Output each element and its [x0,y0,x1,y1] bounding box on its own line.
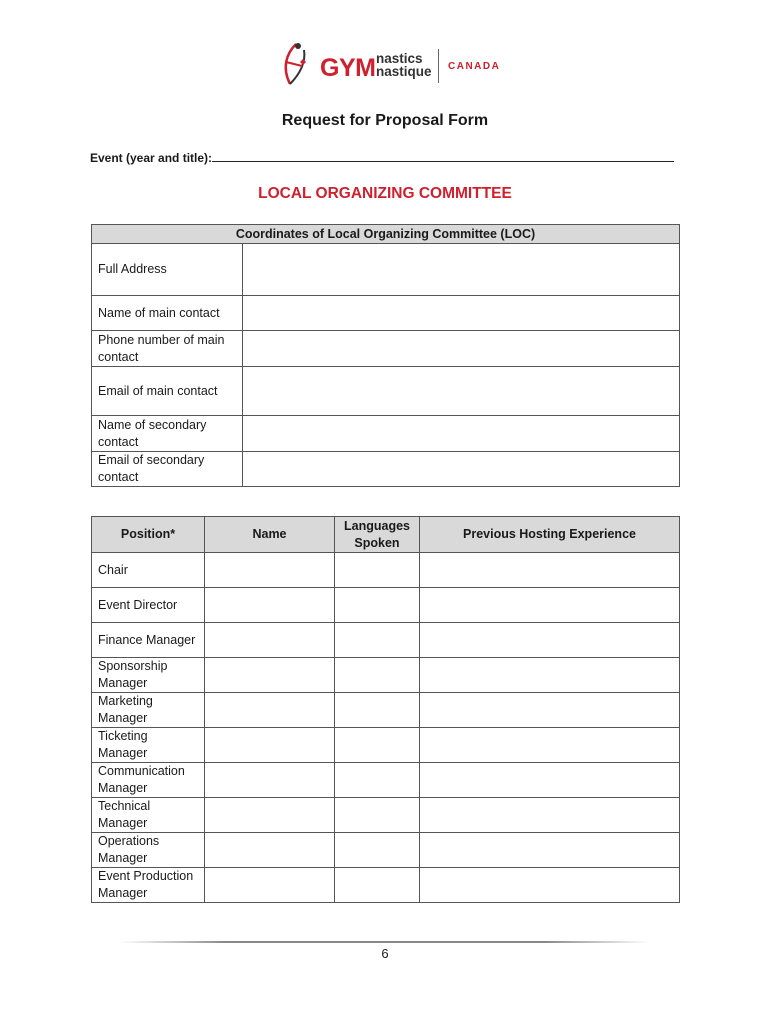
row-label: Name of secondary contact [92,416,243,452]
coordinates-table [91,224,680,487]
name-cell[interactable] [205,553,335,588]
experience-cell[interactable] [420,868,680,903]
experience-cell[interactable] [420,798,680,833]
languages-cell[interactable] [335,623,420,658]
logo-nastics-text: nastics [376,51,423,66]
name-cell[interactable] [205,728,335,763]
table-row [92,416,680,452]
gymnast-figure-icon [276,40,320,88]
logo-canada-text: CANADA [448,61,501,72]
table-row [92,244,680,296]
name-cell[interactable] [205,868,335,903]
entry-cell[interactable] [243,416,680,452]
event-field [90,150,674,165]
page-title: Request for Proposal Form [281,112,489,129]
table-row [92,553,680,588]
languages-cell[interactable] [335,658,420,693]
table-row [92,798,680,833]
entry-cell[interactable] [243,331,680,367]
languages-cell[interactable] [335,553,420,588]
position-label: Marketing Manager [92,693,205,728]
table-row [92,452,680,487]
entry-cell[interactable] [243,296,680,331]
position-label: Operations Manager [92,833,205,868]
position-label: Ticketing Manager [92,728,205,763]
position-label: Finance Manager [92,623,205,658]
name-cell[interactable] [205,658,335,693]
table-row [92,588,680,623]
table-row [92,868,680,903]
entry-cell[interactable] [243,244,680,296]
position-label: Event Production Manager [92,868,205,903]
position-label: Technical Manager [92,798,205,833]
name-cell[interactable] [205,623,335,658]
positions-table [91,516,680,903]
experience-cell[interactable] [420,693,680,728]
table-row [92,833,680,868]
entry-cell[interactable] [243,452,680,487]
position-label: Chair [92,553,205,588]
experience-cell[interactable] [420,833,680,868]
name-cell[interactable] [205,798,335,833]
positions-header-row [92,517,680,553]
logo-gym-text: GYM [320,54,376,82]
table-row [92,693,680,728]
languages-cell[interactable] [335,588,420,623]
experience-cell[interactable] [420,623,680,658]
table-row [92,728,680,763]
languages-cell[interactable] [335,693,420,728]
row-label: Full Address [92,244,243,296]
col-header-experience: Previous Hosting Experience [420,517,680,553]
col-header-languages: Languages Spoken [335,517,420,553]
name-cell[interactable] [205,693,335,728]
name-cell[interactable] [205,763,335,798]
row-label: Name of main contact [92,296,243,331]
row-label: Email of main contact [92,367,243,416]
position-label: Event Director [92,588,205,623]
table-row [92,763,680,798]
row-label: Phone number of main contact [92,331,243,367]
table-row [92,367,680,416]
event-label: Event (year and title): [90,151,213,165]
footer-divider [120,941,650,943]
col-header-name: Name [205,517,335,553]
col-header-position: Position* [92,517,205,553]
experience-cell[interactable] [420,553,680,588]
coordinates-table-header: Coordinates of Local Organizing Committee (LOC) [92,225,680,244]
languages-cell[interactable] [335,868,420,903]
languages-cell[interactable] [335,833,420,868]
experience-cell[interactable] [420,763,680,798]
entry-cell[interactable] [243,367,680,416]
row-label: Email of secondary contact [92,452,243,487]
page-number: 6 [381,946,389,961]
table-row [92,658,680,693]
table-row [92,623,680,658]
section-title: LOCAL ORGANIZING COMMITTEE [258,185,512,202]
table-row [92,296,680,331]
position-label: Sponsorship Manager [92,658,205,693]
name-cell[interactable] [205,588,335,623]
languages-cell[interactable] [335,763,420,798]
experience-cell[interactable] [420,658,680,693]
languages-cell[interactable] [335,728,420,763]
experience-cell[interactable] [420,728,680,763]
logo-divider [438,49,439,83]
experience-cell[interactable] [420,588,680,623]
name-cell[interactable] [205,833,335,868]
table-row [92,331,680,367]
event-input-line[interactable] [212,150,674,162]
logo-nastique-text: nastique [376,64,432,79]
languages-cell[interactable] [335,798,420,833]
position-label: Communication Manager [92,763,205,798]
gymnastics-canada-logo [276,40,506,88]
